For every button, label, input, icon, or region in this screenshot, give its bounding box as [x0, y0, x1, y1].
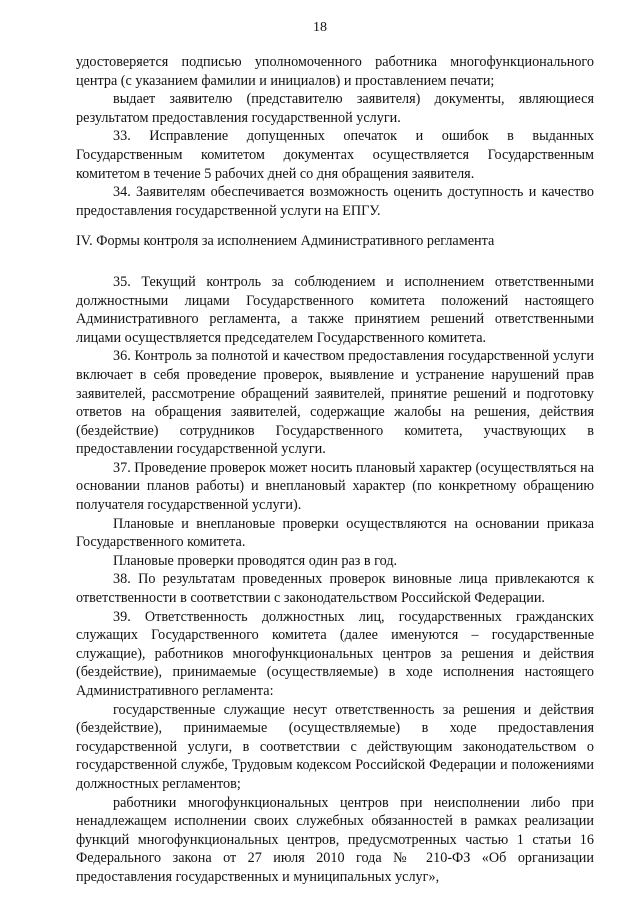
paragraph-36: 36. Контроль за полнотой и качеством предоставления государственной услуги включает в себя проведение проверок, выявление и устранение нарушений прав заявителей, рассмотрение обращений заявителей, принятие решений и подготовку ответов на обращения заявителей, содержащие жалобы на решения, действия (бездействие) сотрудников Государственного комитета, участвующих в предоставлении государственной услуги.: [76, 348, 594, 458]
paragraph-37: 37. Проведение проверок может носить плановый характер (осуществляться на основании планов работы) и внеплановый характер (по конкретному обращению получателя государственной услуги).: [76, 459, 594, 514]
paragraph-34: 34. Заявителям обеспечивается возможность оценить доступность и качество предоставления государственной услуги на ЕПГУ.: [76, 184, 594, 219]
paragraph-mfc-workers-responsibility: работники многофункциональных центров при неисполнении либо при ненадлежащем исполнении своих служебных обязанностей в рамках реализации функций многофункциональных центров, предусмотренных частью 1 статьи 16 Федерального закона от 27 июля 2010 года № 210-ФЗ «Об организации предоставления государственных и муниципальных услуг»,: [76, 794, 594, 885]
paragraph-continuation: удостоверяется подписью уполномоченного работника многофункционального центра (с указанием фамилии и инициалов) и проставлением печати;: [76, 54, 594, 89]
paragraph-35: 35. Текущий контроль за соблюдением и исполнением ответственными должностными лицами Государственного комитета положений настоящего Административного регламента, а также принятием решений ответственными лицами осуществляется председателем Государственного комитета.: [76, 273, 594, 346]
document-body: [76, 53, 594, 887]
section-heading-iv: IV. Формы контроля за исполнением Административного регламента: [76, 233, 495, 250]
paragraph-33: 33. Исправление допущенных опечаток и ошибок в выданных Государственным комитетом документах осуществляется Государственным комитетом в течение 5 рабочих дней со дня обращения заявителя.: [76, 128, 594, 182]
paragraph-38: 38. По результатам проведенных проверок виновные лица привлекаются к ответственности в соответствии с законодательством Российской Федерации.: [76, 571, 594, 607]
paragraph-civil-servants-responsibility: государственные служащие несут ответственность за решения и действия (бездействие), принимаемые (осуществляемые) в ходе предоставления государственной услуги, в соответствии с действующим законодательством о государственной службе, Трудовым кодексом Российской Федерации и положениями должностных регламентов;: [76, 701, 594, 792]
paragraph-inspections-basis: Плановые и внеплановые проверки осуществляются на основании приказа Государственного комитета.: [76, 515, 594, 551]
paragraph-issue-documents: выдает заявителю (представителю заявителя) документы, являющиеся результатом предоставления государственной услуги.: [76, 91, 594, 126]
page-number: 18: [313, 20, 327, 35]
paragraph-inspections-frequency: Плановые проверки проводятся один раз в год.: [113, 552, 398, 569]
paragraph-39: 39. Ответственность должностных лиц, государственных гражданских служащих Государственного комитета (далее именуются – государственные служащие), работников многофункциональных центров за решения и действия (бездействие), принимаемые (осуществляемые) в ходе исполнения настоящего Административного регламента:: [76, 608, 594, 699]
